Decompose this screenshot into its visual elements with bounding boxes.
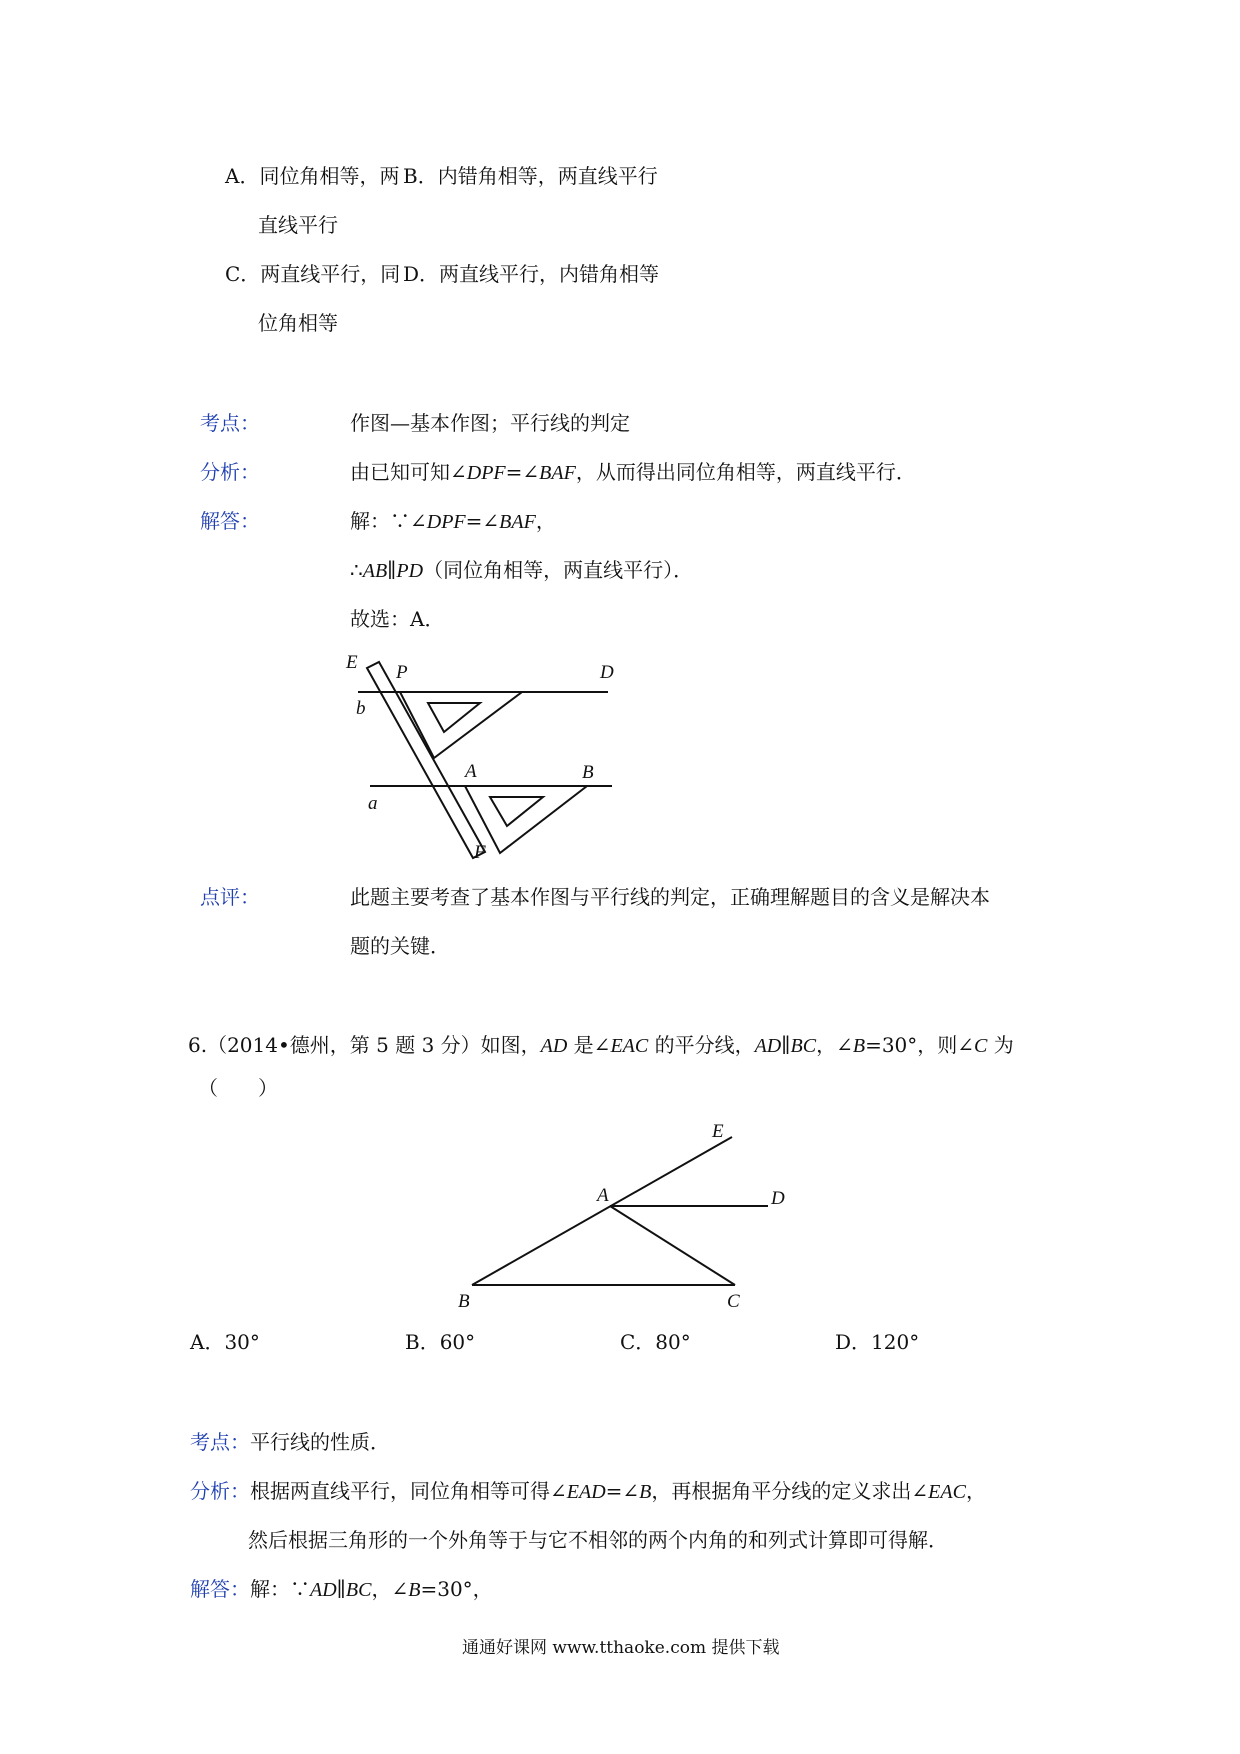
q6-option-d: D．120° [835,1330,920,1354]
fenxi-label: 分析： [200,460,260,484]
label-p: P [396,662,408,683]
jieda-label: 解答： [200,509,260,533]
segment-ac [610,1206,735,1285]
set-square-lower-inner [490,797,543,826]
label-b: B [458,1291,470,1312]
figure-triangle-bisector [450,1115,810,1315]
q6-fenxi-line1: 分析：根据两直线平行，同位角相等可得∠EAD=∠B，再根据角平分线的定义求出∠EAC， [190,1479,986,1503]
label-a-line: a [368,793,378,814]
label-a-point: A [465,761,477,782]
page-footer: 通通好课网 www.tthaoke.com 提供下载 [462,1638,780,1658]
option-a-line2: 直线平行 [258,213,338,237]
ray-be [472,1137,732,1285]
label-f: F [474,842,486,863]
label-d: D [600,662,614,683]
option-c-line2: 位角相等 [258,311,338,335]
label-e: E [346,652,358,673]
dianping-line2: 题的关键． [350,934,450,958]
kaodian-text: 作图—基本作图；平行线的判定 [350,411,630,435]
label-a: A [597,1185,609,1206]
q6-option-c: C．80° [620,1330,691,1354]
q6-stem: 6.（2014•德州，第 5 题 3 分）如图，AD 是∠EAC 的平分线，AD∥BC，∠B=30°，则∠C 为 [188,1033,1014,1057]
option-b: B．内错角相等，两直线平行 [403,164,658,188]
label-d: D [771,1188,785,1209]
q6-answer-paren: （ ） [198,1076,278,1100]
label-b-line: b [356,698,366,719]
jieda-line1: 解：∵∠DPF=∠BAF， [350,509,556,533]
q6-kaodian: 考点：平行线的性质． [190,1430,390,1454]
q6-jieda: 解答：解：∵AD∥BC，∠B=30°， [190,1577,493,1601]
kaodian-label: 考点： [200,411,260,435]
q6-option-b: B．60° [405,1330,476,1354]
figure-parallel-construction [340,650,630,870]
jieda-line3: 故选：A． [350,607,445,631]
label-c: C [727,1291,740,1312]
jieda-line2: ∴AB∥PD（同位角相等，两直线平行）． [350,558,694,582]
fenxi-text: 由已知可知∠DPF=∠BAF，从而得出同位角相等，两直线平行． [350,460,916,484]
q6-fenxi-line2: 然后根据三角形的一个外角等于与它不相邻的两个内角的和列式计算即可得解． [248,1528,948,1552]
label-e: E [712,1121,724,1142]
dianping-line1: 此题主要考查了基本作图与平行线的判定，正确理解题目的含义是解决本 [350,885,990,909]
option-d: D．两直线平行，内错角相等 [403,262,660,286]
q6-option-a: A．30° [190,1330,260,1354]
dianping-label: 点评： [200,885,260,909]
set-square-upper-inner [428,703,480,732]
option-a-line1: A．同位角相等，两 [225,164,400,188]
label-b-point: B [582,762,594,783]
option-c-line1: C．两直线平行，同 [225,262,401,286]
set-square-upper [400,692,522,758]
